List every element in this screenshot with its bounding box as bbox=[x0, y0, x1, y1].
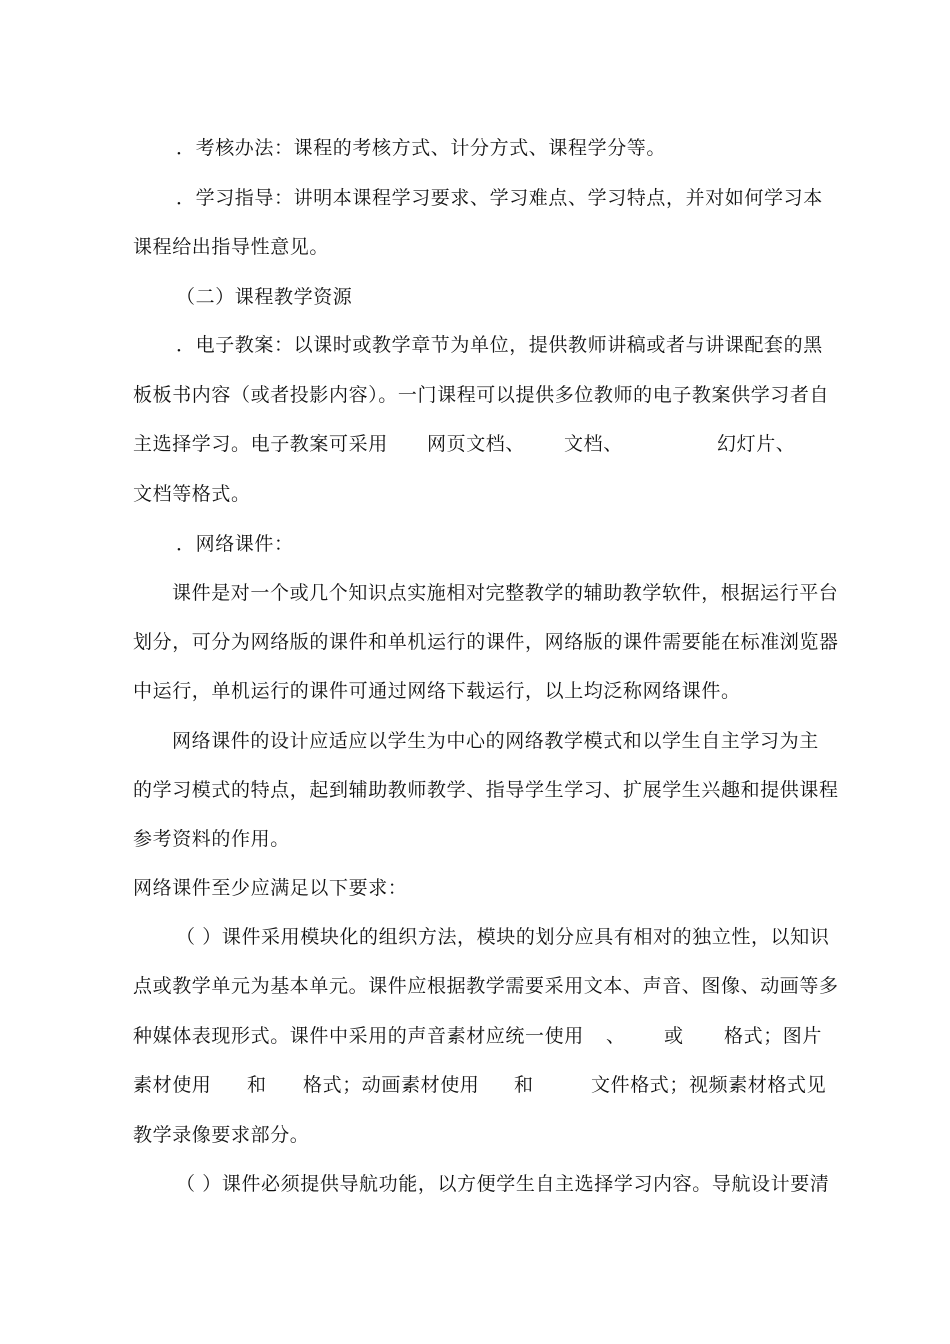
paragraph-line: ．考核办法：课程的考核方式、计分方式、课程学分等。 bbox=[176, 137, 667, 159]
paragraph-segment: 幻灯片、 bbox=[717, 433, 796, 455]
paragraph-line: 参考资料的作用。 bbox=[133, 828, 290, 850]
paragraph-segment: 素材使用 bbox=[133, 1074, 212, 1096]
section-heading: （二）课程教学资源 bbox=[176, 286, 353, 308]
paragraph-line: ．电子教案：以课时或教学章节为单位，提供教师讲稿或者与讲课配套的黑 bbox=[176, 334, 823, 356]
paragraph-segment: 文件格式；视频素材格式见 bbox=[591, 1074, 827, 1096]
paragraph-line: 网络课件至少应满足以下要求： bbox=[133, 877, 408, 899]
paragraph-line: 课程给出指导性意见。 bbox=[133, 236, 330, 258]
paragraph-line: （ ）课件采用模块化的组织方法，模块的划分应具有相对的独立性，以知识 bbox=[176, 926, 830, 948]
paragraph-segment: 或 bbox=[664, 1025, 684, 1047]
paragraph-line: 的学习模式的特点，起到辅助教师教学、指导学生学习、扩展学生兴趣和提供课程 bbox=[133, 779, 839, 801]
paragraph-line: 教学录像要求部分。 bbox=[133, 1124, 310, 1146]
paragraph-segment: 网页文档、 bbox=[427, 433, 526, 455]
paragraph-line: 中运行，单机运行的课件可通过网络下载运行，以上均泛称网络课件。 bbox=[133, 680, 741, 702]
paragraph-line: 板板书内容（或者投影内容）。一门课程可以提供多位教师的电子教案供学习者自 bbox=[133, 384, 830, 406]
paragraph-segment: 格式；图片 bbox=[724, 1025, 823, 1047]
paragraph-segment: 种媒体表现形式。课件中采用的声音素材应统一使用 bbox=[133, 1025, 584, 1047]
paragraph-line: （ ）课件必须提供导航功能，以方便学生自主选择学习内容。导航设计要清 bbox=[176, 1173, 830, 1195]
paragraph-segment: 主选择学习。电子教案可采用 bbox=[133, 433, 388, 455]
paragraph-line: 文档等格式。 bbox=[133, 483, 251, 505]
paragraph-line: 划分，可分为网络版的课件和单机运行的课件，网络版的课件需要能在标准浏览器 bbox=[133, 631, 839, 653]
paragraph-segment: 和 bbox=[514, 1074, 534, 1096]
paragraph-segment: 和 bbox=[247, 1074, 267, 1096]
paragraph-line: 课件是对一个或几个知识点实施相对完整教学的辅助教学软件，根据运行平台 bbox=[172, 582, 839, 604]
paragraph-line: 点或教学单元为基本单元。课件应根据教学需要采用文本、声音、图像、动画等多 bbox=[133, 975, 839, 997]
paragraph-line: 网络课件的设计应适应以学生为中心的网络教学模式和以学生自主学习为主 bbox=[172, 730, 819, 752]
paragraph-segment: 格式；动画素材使用 bbox=[303, 1074, 480, 1096]
paragraph-line: ．学习指导：讲明本课程学习要求、学习难点、学习特点，并对如何学习本 bbox=[176, 187, 823, 209]
paragraph-segment: 文档、 bbox=[564, 433, 623, 455]
paragraph-segment: 、 bbox=[606, 1025, 626, 1047]
paragraph-line: ．网络课件： bbox=[176, 533, 294, 555]
